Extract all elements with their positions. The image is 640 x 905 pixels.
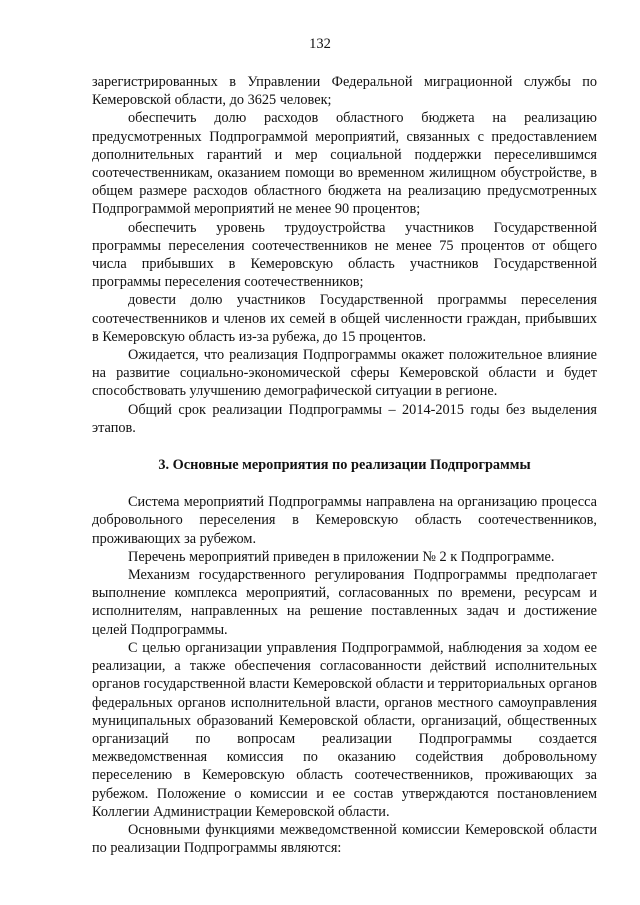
paragraph: обеспечить долю расходов областного бюджета на реализацию предусмотренных Подпрограммой мероприятий, связанных с предоставлением дополнительных гарантий и мер социальной поддержки переселившимся соотечественникам, оказанием помощи во временном жилищном обустройстве, в общем размере расходов областного бюджета на реализацию предусмотренных Подпрограммой мероприятий не менее 90 процентов; xyxy=(92,110,597,218)
paragraph: довести долю участников Государственной программы переселения соотечественников и членов их семей в общей численности граждан, прибывших в Кемеровскую область из-за рубежа, до 15 процентов. xyxy=(92,292,597,345)
paragraph: С целью организации управления Подпрограммой, наблюдения за ходом ее реализации, а также обеспечения согласованности действий исполнительных органов государственной власти Кемеровской области и территориальных органов федеральных органов исполнительной власти, органов местного самоуправления муниципальных образований Кемеровской области, организаций, общественных организаций по вопросам реализации Подпрограммы создается межведомственная комиссия по оказанию содействия добровольному переселению в Кемеровскую область соотечественников, проживающих за рубежом. Положение о комиссии и ее состав утверждаются постановлением Коллегии Администрации Кемеровской области. xyxy=(92,639,597,820)
paragraph: Общий срок реализации Подпрограммы – 2014-2015 годы без выделения этапов. xyxy=(92,401,597,436)
paragraph: обеспечить уровень трудоустройства участников Государственной программы переселения соотечественников не менее 75 процентов от общего числа прибывших в Кемеровскую область участников Государственной программы переселения соотечественников; xyxy=(92,219,597,291)
section-heading: 3. Основные мероприятия по реализации Подпрограммы xyxy=(158,457,531,474)
page-number: 132 xyxy=(309,36,331,52)
paragraph: Ожидается, что реализация Подпрограммы окажет положительное влияние на развитие социально-экономической сферы Кемеровской области и будет способствовать улучшению демографической ситуации в регионе. xyxy=(92,347,597,400)
paragraph: зарегистрированных в Управлении Федеральной миграционной службы по Кемеровской области, до 3625 человек; xyxy=(92,74,597,109)
paragraph: Основными функциями межведомственной комиссии Кемеровской области по реализации Подпрограммы являются: xyxy=(92,821,597,857)
paragraph: Система мероприятий Подпрограммы направлена на организацию процесса добровольного переселения в Кемеровскую область соотечественников, проживающих за рубежом. xyxy=(92,494,597,547)
paragraph: Перечень мероприятий приведен в приложении № 2 к Подпрограмме. xyxy=(128,548,555,565)
paragraph: Механизм государственного регулирования Подпрограммы предполагает выполнение комплекса мероприятий, согласованных по времени, ресурсам и исполнителям, направленных на решение поставленных задач и достижение целей Подпрограммы. xyxy=(92,567,597,638)
document-body xyxy=(92,73,597,857)
